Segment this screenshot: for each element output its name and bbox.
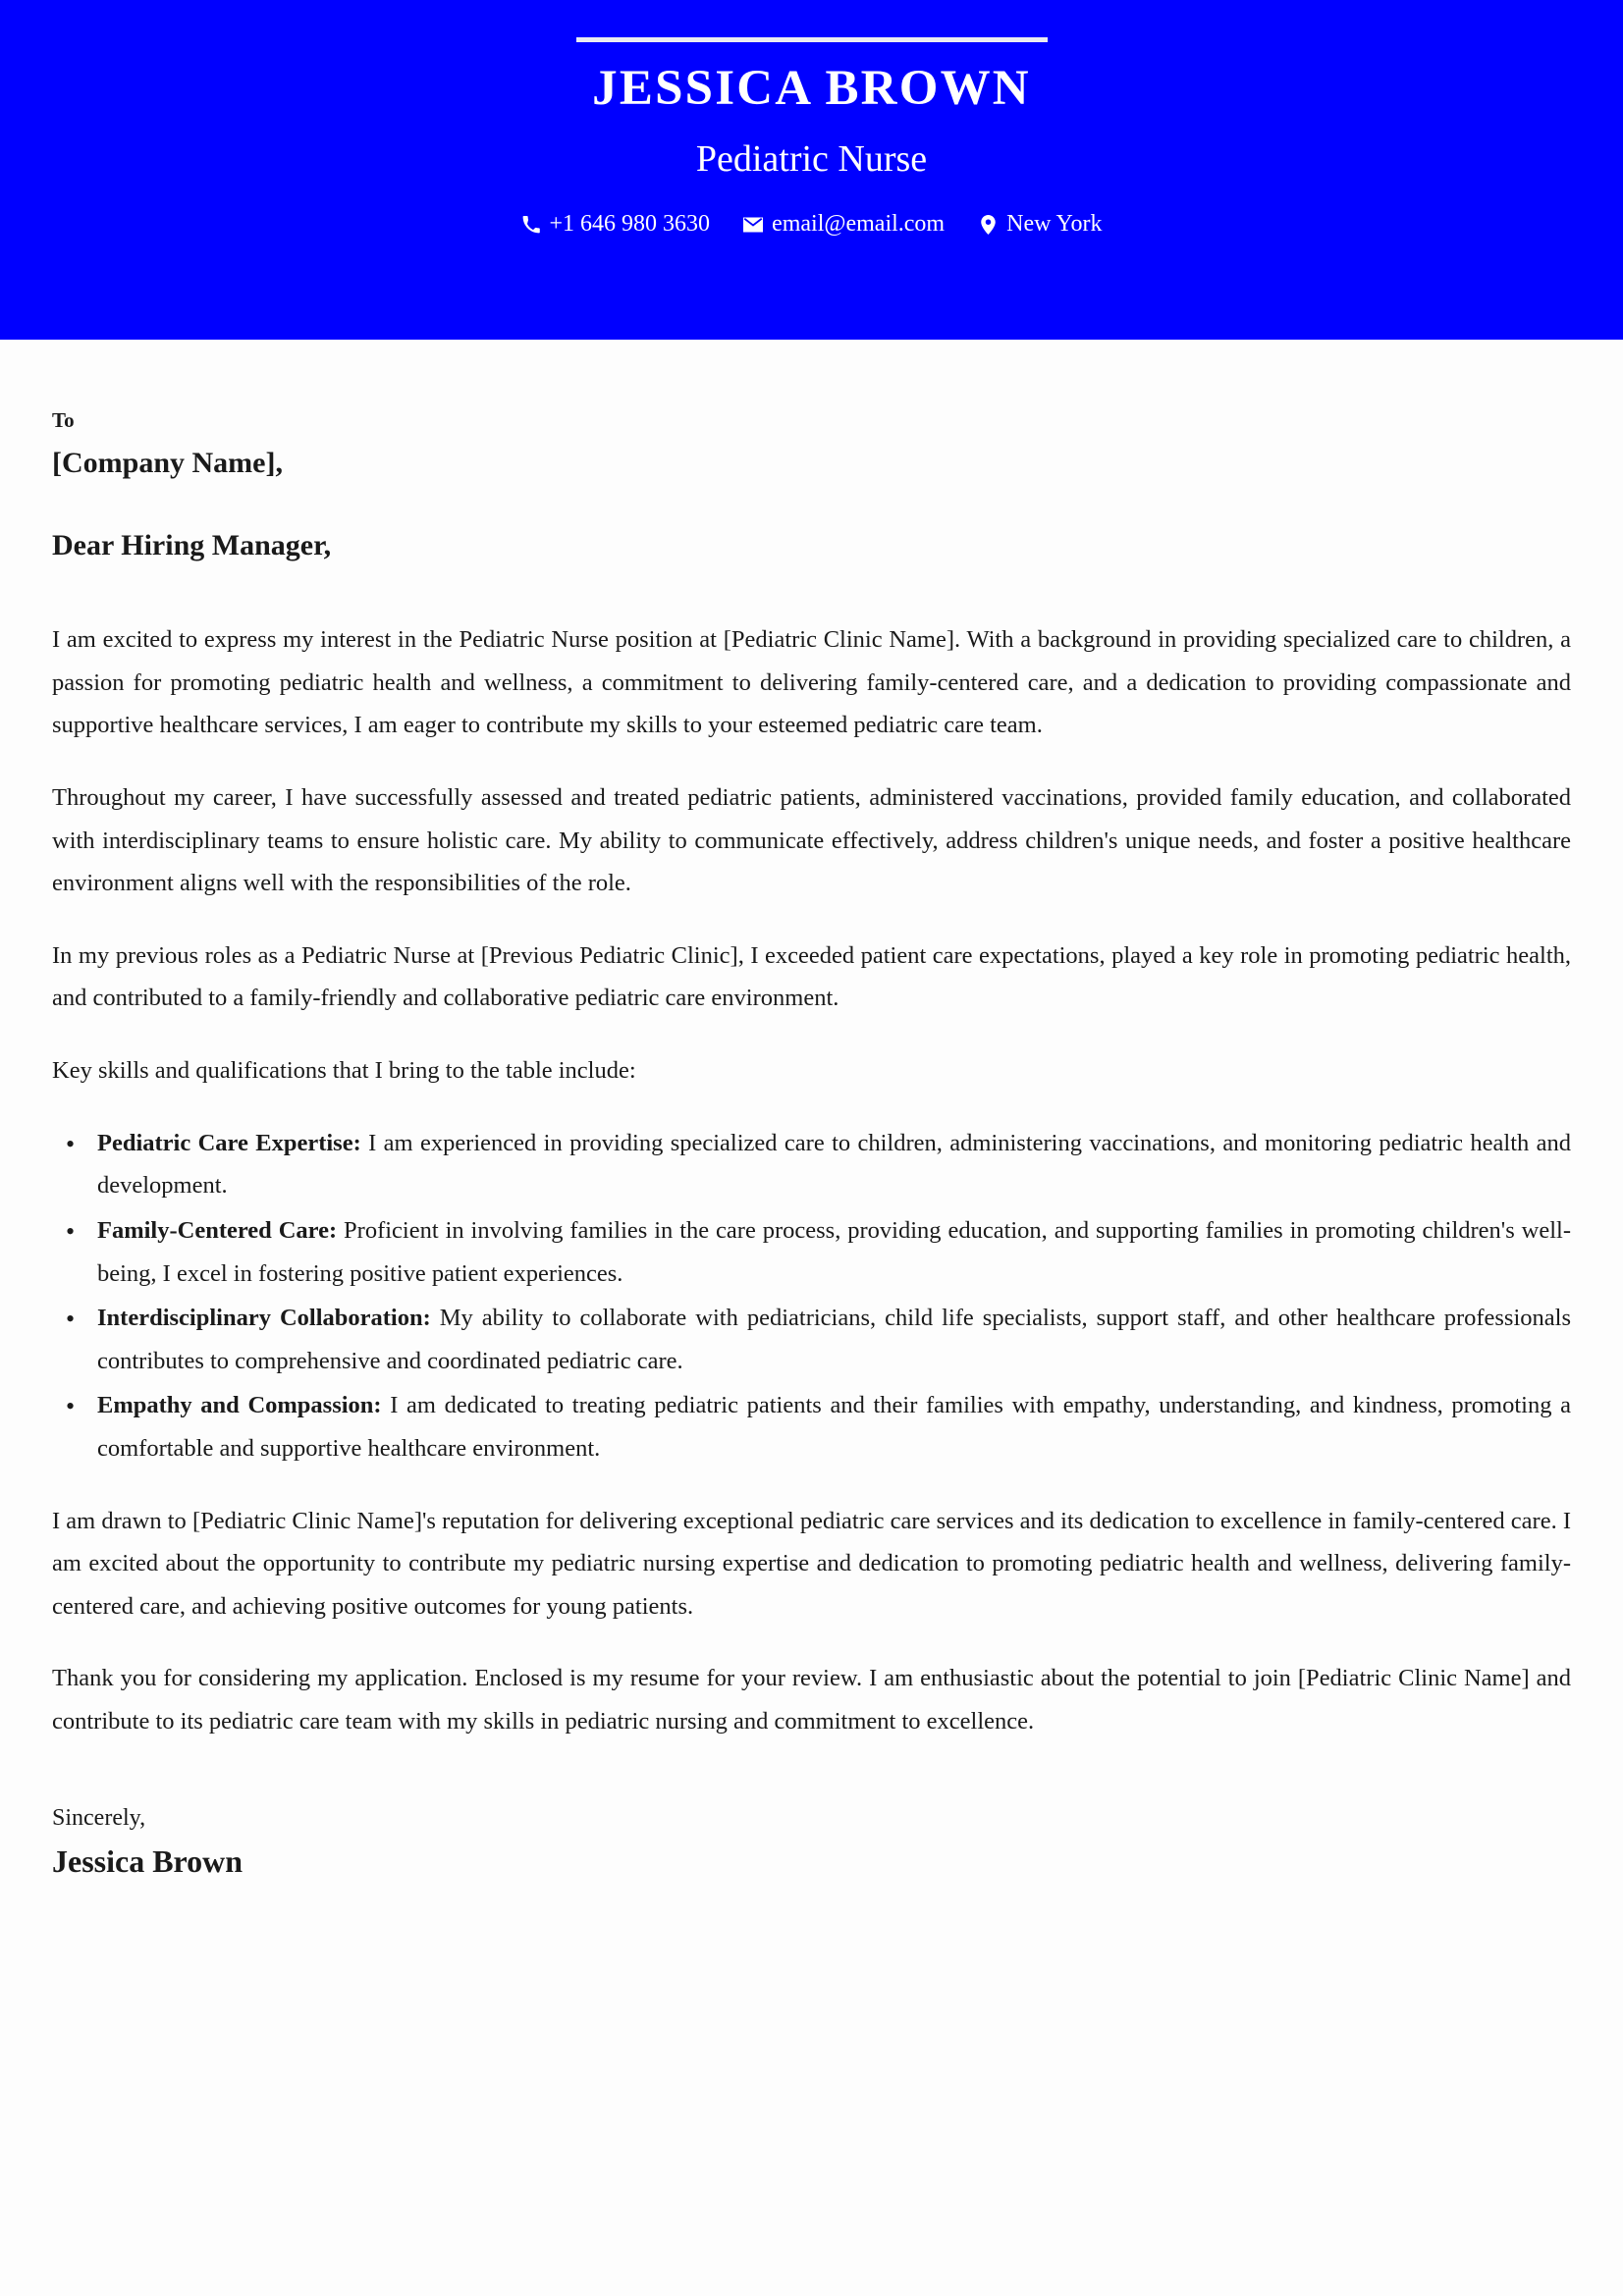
signature-name: Jessica Brown	[52, 1842, 243, 1879]
letter-paragraph-4: I am drawn to [Pediatric Clinic Name]'s reputation for delivering exceptional pediatric care services and its dedication to excellence in family-centered care. I am excited about the opportunity to contribute my pediatric nursing expertise and dedication to promoting pediatric health and wellness, delivering family-centered care, and achieving positive outcomes for young patients.	[52, 1507, 1571, 1620]
letter-header-banner	[0, 0, 1623, 340]
recipient-to-label: To	[52, 408, 75, 432]
signature-block	[52, 1800, 1571, 1883]
letter-paragraph-3: In my previous roles as a Pediatric Nurse at [Previous Pediatric Clinic], I exceeded patient care expectations, played a key role in promoting pediatric health, and contributed to a family-friendly and collaborative pediatric care environment.	[52, 941, 1571, 1012]
skill-description: Proficient in involving families in the care process, providing education, and supporting families in promoting children's well-being, I excel in fostering positive patient experiences.	[97, 1216, 1572, 1287]
skills-list	[52, 1122, 1571, 1470]
skill-title: Empathy and Compassion:	[97, 1392, 382, 1419]
contact-info-row	[0, 211, 1623, 238]
applicant-name: JESSICA BROWN	[592, 61, 1031, 116]
header-divider-rule	[576, 37, 1048, 42]
contact-email[interactable]	[743, 211, 945, 238]
skill-title: Family-Centered Care:	[97, 1216, 338, 1244]
contact-phone[interactable]	[521, 211, 711, 238]
skills-lead-in: Key skills and qualifications that I bring to the table include:	[52, 1057, 636, 1085]
skill-description: My ability to collaborate with pediatricians, child life specialists, support staff, and other healthcare professionals contributes to comprehensive and coordinated pediatric care.	[97, 1305, 1571, 1374]
letter-salutation: Dear Hiring Manager,	[52, 528, 332, 561]
list-item	[52, 1384, 1571, 1469]
contact-location-value: New York	[1006, 211, 1103, 238]
recipient-company-name: [Company Name],	[52, 447, 283, 480]
contact-phone-value: +1 646 980 3630	[549, 211, 711, 238]
skill-title: Interdisciplinary Collaboration:	[97, 1305, 431, 1332]
list-item	[52, 1297, 1571, 1382]
letter-paragraph-5: Thank you for considering my application. Enclosed is my resume for your review. I am enthusiastic about the potential to join [Pediatric Clinic Name] and contribute to its pediatric care team with my skills in pediatric nursing and commitment to excellence.	[52, 1665, 1571, 1735]
skill-description: I am dedicated to treating pediatric patients and their families with empathy, understanding, and kindness, promoting a comfortable and supportive healthcare environment.	[97, 1392, 1571, 1462]
letter-paragraph-1: I am excited to express my interest in the Pediatric Nurse position at [Pediatric Clinic Name]. With a background in providing specialized care to children, a passion for promoting pediatric health and wellness, a commitment to delivering family-centered care, and a dedication to providing compassionate and supportive healthcare services, I am eager to contribute my skills to your esteemed pediatric care team.	[52, 626, 1571, 739]
letter-paragraph-2: Throughout my career, I have successfully assessed and treated pediatric patients, administered vaccinations, provided family education, and collaborated with interdisciplinary teams to ensure holistic care. My ability to communicate effectively, address children's unique needs, and foster a positive healthcare environment aligns well with the responsibilities of the role.	[52, 784, 1571, 897]
letter-body	[0, 340, 1623, 1941]
list-item	[52, 1122, 1571, 1207]
skill-description: I am experienced in providing specialized care to children, administering vaccinations, and monitoring pediatric health and development.	[97, 1129, 1571, 1200]
phone-icon	[521, 214, 541, 236]
list-item	[52, 1209, 1571, 1295]
closing-salutation: Sincerely,	[52, 1804, 146, 1831]
skill-title: Pediatric Care Expertise:	[97, 1129, 361, 1156]
applicant-job-title: Pediatric Nurse	[695, 137, 928, 180]
contact-location[interactable]	[978, 211, 1102, 238]
email-icon	[743, 214, 763, 236]
contact-email-value: email@email.com	[772, 211, 946, 238]
location-pin-icon	[978, 214, 998, 236]
